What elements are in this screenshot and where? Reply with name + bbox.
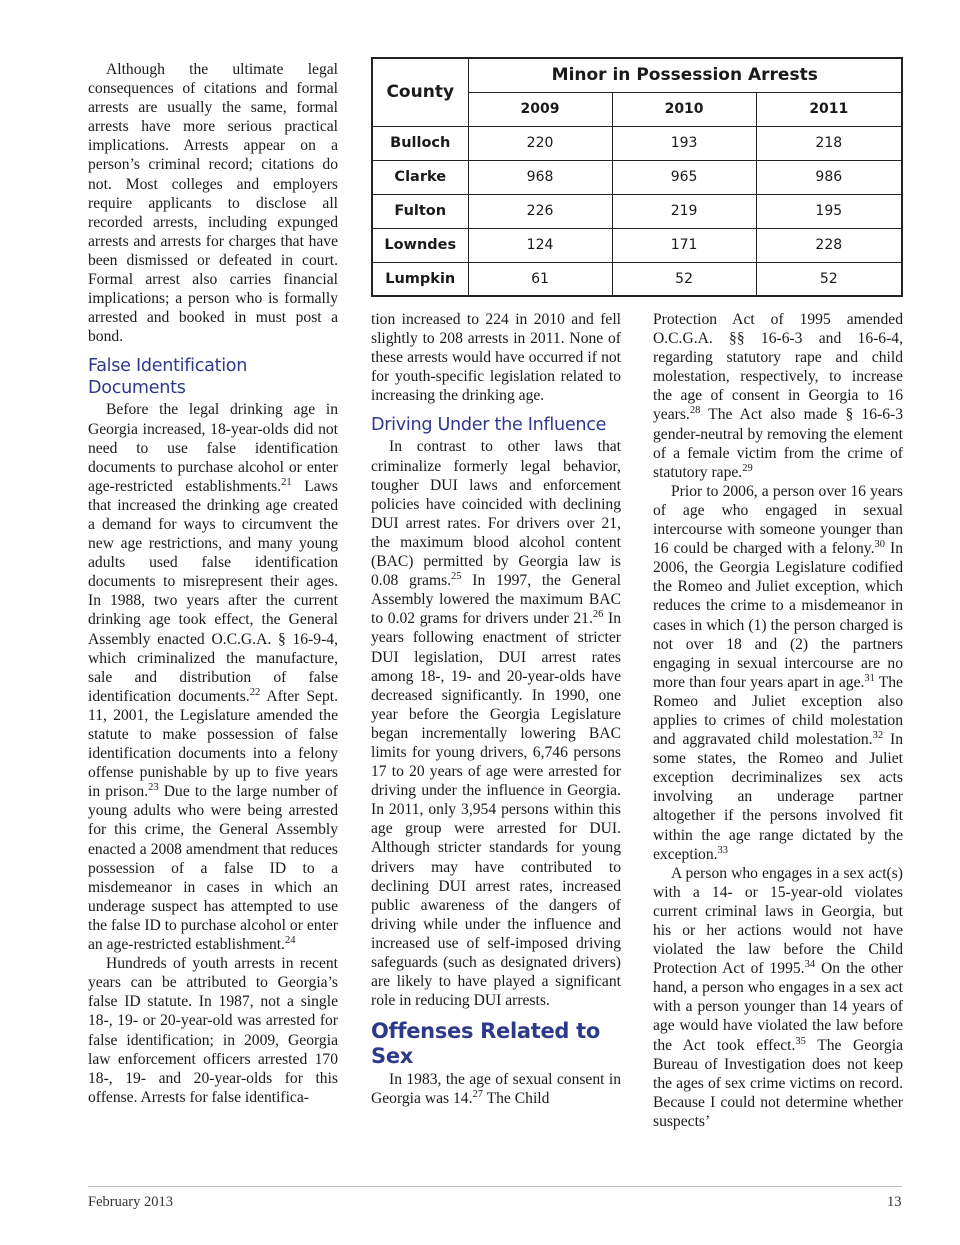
text-run: Prior to 2006, a person over 16 years of age who engaged in sexual intercourse with someone younger than 16 could be charged with a felony. bbox=[653, 482, 903, 558]
table-row bbox=[372, 126, 902, 160]
arrest-count: 220 bbox=[468, 126, 612, 160]
text-run: After Sept. 11, 2001, the Legislature amended the statute to make possession of false identification documents into a felony offense punishable by up to five years in prison. bbox=[88, 687, 338, 801]
paragraph-sex-act-ages bbox=[653, 864, 903, 1131]
arrest-count: 195 bbox=[756, 194, 902, 228]
footnote-ref: 34 bbox=[804, 959, 816, 971]
arrest-count: 52 bbox=[612, 262, 756, 296]
table-row bbox=[372, 228, 902, 262]
arrest-count: 193 bbox=[612, 126, 756, 160]
arrest-count: 986 bbox=[756, 160, 902, 194]
text-run: In years following enactment of stricter DUI legislation, DUI arrest rates among 18-, 19- and 20-year-olds have decreased significantly. In 1990, one year before the Georgia Legislature began incrementally lowering BAC limits for young drivers, 6,746 persons 17 to 20 years of age were arrested for driving under the influence in Georgia. In 2011, only 3,954 persons within this age group were arrested for DUI. Although stricter standards for young drivers may have contributed to declining DUI arrest rates, increased public awareness of the dangers of driving while under the influence and increased use of self-imposed driving safeguards (such as designated drivers) are likely to have played a significant role in reducing DUI arrests. bbox=[371, 610, 621, 1010]
footnote-ref: 33 bbox=[717, 844, 729, 856]
paragraph-false-id-continued: tion increased to 224 in 2010 and fell slightly to 208 arrests in 2011. None of these arrests would have occurred if not for youth-specific legislation related to increasing the drinking age. bbox=[371, 311, 621, 405]
footnote-ref: 31 bbox=[864, 672, 875, 684]
county-name: Clarke bbox=[372, 160, 468, 194]
page-number: 13 bbox=[887, 1194, 902, 1210]
arrest-count: 219 bbox=[612, 194, 756, 228]
paragraph-false-id-arrests: Hundreds of youth arrests in recent years can be attributed to Georgia’s false ID statute. In 1987, not a single 18-, 19- or 20-year-old was arrested for false identification; in 2009, Georgia law enforcement officers arrested 170 18-, 19- and 20-year-olds for this offense. Arrests for false identifica- bbox=[88, 955, 338, 1106]
footnote-ref: 30 bbox=[874, 539, 885, 551]
text-run: Before the legal drinking age in Georgia increased, 18-year-olds did not need to use false identification documents to purchase alcohol or enter age-restricted establishments. bbox=[88, 401, 338, 495]
text-run: Due to the large number of young adults who were being arrested for this crime, the General Assembly enacted a 2008 amendment that reduces possession of a false ID to a misdemeanor in cases in which an underage suspect has attempted to use the false ID to purchase alcohol or enter an age-restricted establishment. bbox=[88, 783, 338, 954]
text-column-2 bbox=[371, 310, 621, 1108]
text-run: The Child bbox=[482, 1090, 550, 1108]
text-run: Protection Act of 1995 amended O.C.G.A. §§ 16-6-3 and 16-6-4, regarding statutory rape and child molestation, respectively, to increase the age of consent in Georgia to 16 years. bbox=[653, 311, 903, 424]
minor-in-possession-table bbox=[371, 57, 903, 297]
text-run: In 1997, the General Assembly lowered the maximum BAC to 0.02 grams for drivers under 21. bbox=[371, 572, 621, 628]
arrest-count: 171 bbox=[612, 228, 756, 262]
county-name: Fulton bbox=[372, 194, 468, 228]
table-row bbox=[372, 194, 902, 228]
text-column-3 bbox=[653, 310, 903, 1131]
arrest-count: 52 bbox=[756, 262, 902, 296]
paragraph-arrest-implications: Although the ultimate legal consequences of citations and formal arrests are usually the same, formal arrests have more serious practical implications. Arrests appear on a person’s criminal record; citations do not. Most colleges and employers require applicants to disclose all recorded arrests, including expunged arrests and arrests for charges that have been dismissed or defeated in court. Formal arrest also carries financial implications; a person who is formally arrested and booked in must post a bond. bbox=[88, 61, 338, 346]
paragraph-child-protection-act bbox=[653, 310, 903, 482]
year-header: 2009 bbox=[468, 92, 612, 126]
table-row bbox=[372, 160, 902, 194]
text-run: Laws that increased the drinking age created a demand for ways to circumvent the new age restrictions, and many young adults used false identification documents to misrepresent their ages. In 1988, two years after the current drinking age took effect, the General Assembly enacted O.C.G.A. § 16-9-4, which criminalized the manufacture, sale and distribution of false identification documents. bbox=[88, 477, 338, 705]
paragraph-age-of-consent bbox=[371, 1070, 621, 1108]
footnote-ref: 28 bbox=[689, 405, 701, 417]
arrest-count: 968 bbox=[468, 160, 612, 194]
footnote-ref: 22 bbox=[249, 686, 261, 698]
text-run: The Georgia Bureau of Investigation does not keep the ages of sex crime victims on record. Because I could not determine whether suspects’ bbox=[653, 1036, 903, 1130]
county-name: Lumpkin bbox=[372, 262, 468, 296]
footnote-ref: 23 bbox=[148, 782, 159, 794]
paragraph-dui bbox=[371, 437, 621, 1010]
arrest-count: 226 bbox=[468, 194, 612, 228]
footer-divider bbox=[88, 1186, 902, 1187]
year-header: 2011 bbox=[756, 92, 902, 126]
year-header: 2010 bbox=[612, 92, 756, 126]
table-header-row bbox=[372, 58, 902, 92]
footnote-ref: 35 bbox=[795, 1035, 806, 1047]
text-run: On the other hand, a person who engages in a sex act with a person younger than 14 years of age would have violated the law before the Act took effect. bbox=[653, 960, 903, 1054]
footnote-ref: 32 bbox=[872, 730, 884, 742]
footnote-ref: 27 bbox=[472, 1089, 483, 1101]
arrest-count: 124 bbox=[468, 228, 612, 262]
text-run: In some states, the Romeo and Juliet exception decriminalizes sex acts involving an underage partner altogether if the persons involved fit within the age range dictated by the exception. bbox=[653, 731, 904, 863]
footnote-ref: 24 bbox=[285, 935, 296, 947]
table-title: Minor in Possession Arrests bbox=[468, 58, 902, 92]
paragraph-false-id-history bbox=[88, 400, 338, 954]
footnote-ref: 26 bbox=[592, 609, 604, 621]
arrest-count: 61 bbox=[468, 262, 612, 296]
footnote-ref: 25 bbox=[451, 571, 462, 583]
county-name: Lowndes bbox=[372, 228, 468, 262]
text-column-1 bbox=[88, 60, 338, 1107]
county-name: Bulloch bbox=[372, 126, 468, 160]
heading-false-identification: False Identification Documents bbox=[88, 356, 248, 399]
footer-date: February 2013 bbox=[88, 1194, 173, 1210]
arrest-count: 218 bbox=[756, 126, 902, 160]
table-row bbox=[372, 262, 902, 296]
text-run: The Act also made § 16-6-3 gender-neutral by removing the element of a female victim from the crime of statutory rape. bbox=[653, 406, 903, 481]
heading-offenses-related-to-sex: Offenses Related to Sex bbox=[371, 1019, 601, 1069]
text-run: In contrast to other laws that criminalize formerly legal behavior, tougher DUI laws and enforcement policies have coincided with declining DUI arrest rates. For drivers over 21, the maximum blood alcohol content (BAC) permitted by Georgia law is 0.08 grams. bbox=[371, 438, 621, 590]
text-run: In 1983, the age of sexual consent in Georgia was 14. bbox=[371, 1071, 621, 1108]
heading-dui: Driving Under the Influence bbox=[371, 415, 607, 436]
arrest-count: 228 bbox=[756, 228, 902, 262]
text-run: In 2006, the Georgia Legislature codified the Romeo and Juliet exception, which reduces the crime to a misdemeanor in cases in which (1) the person charged is not over 18 and (2) the partners engaging in sexual intercourse are no more than four years apart in age. bbox=[653, 540, 904, 691]
footnote-ref: 21 bbox=[281, 476, 292, 488]
footnote-ref: 29 bbox=[742, 462, 753, 474]
text-run: The Romeo and Juliet exception also applies to crimes of child molestation and aggravated child molestation. bbox=[653, 673, 903, 749]
county-column-header: County bbox=[372, 58, 468, 126]
arrest-count: 965 bbox=[612, 160, 756, 194]
text-run: A person who engages in a sex act(s) with a 14- or 15-year-old violates current criminal laws in Georgia, but his or her actions would not have violated the law before the Child Protection Act of 1995. bbox=[653, 864, 903, 978]
paragraph-romeo-juliet bbox=[653, 482, 903, 864]
